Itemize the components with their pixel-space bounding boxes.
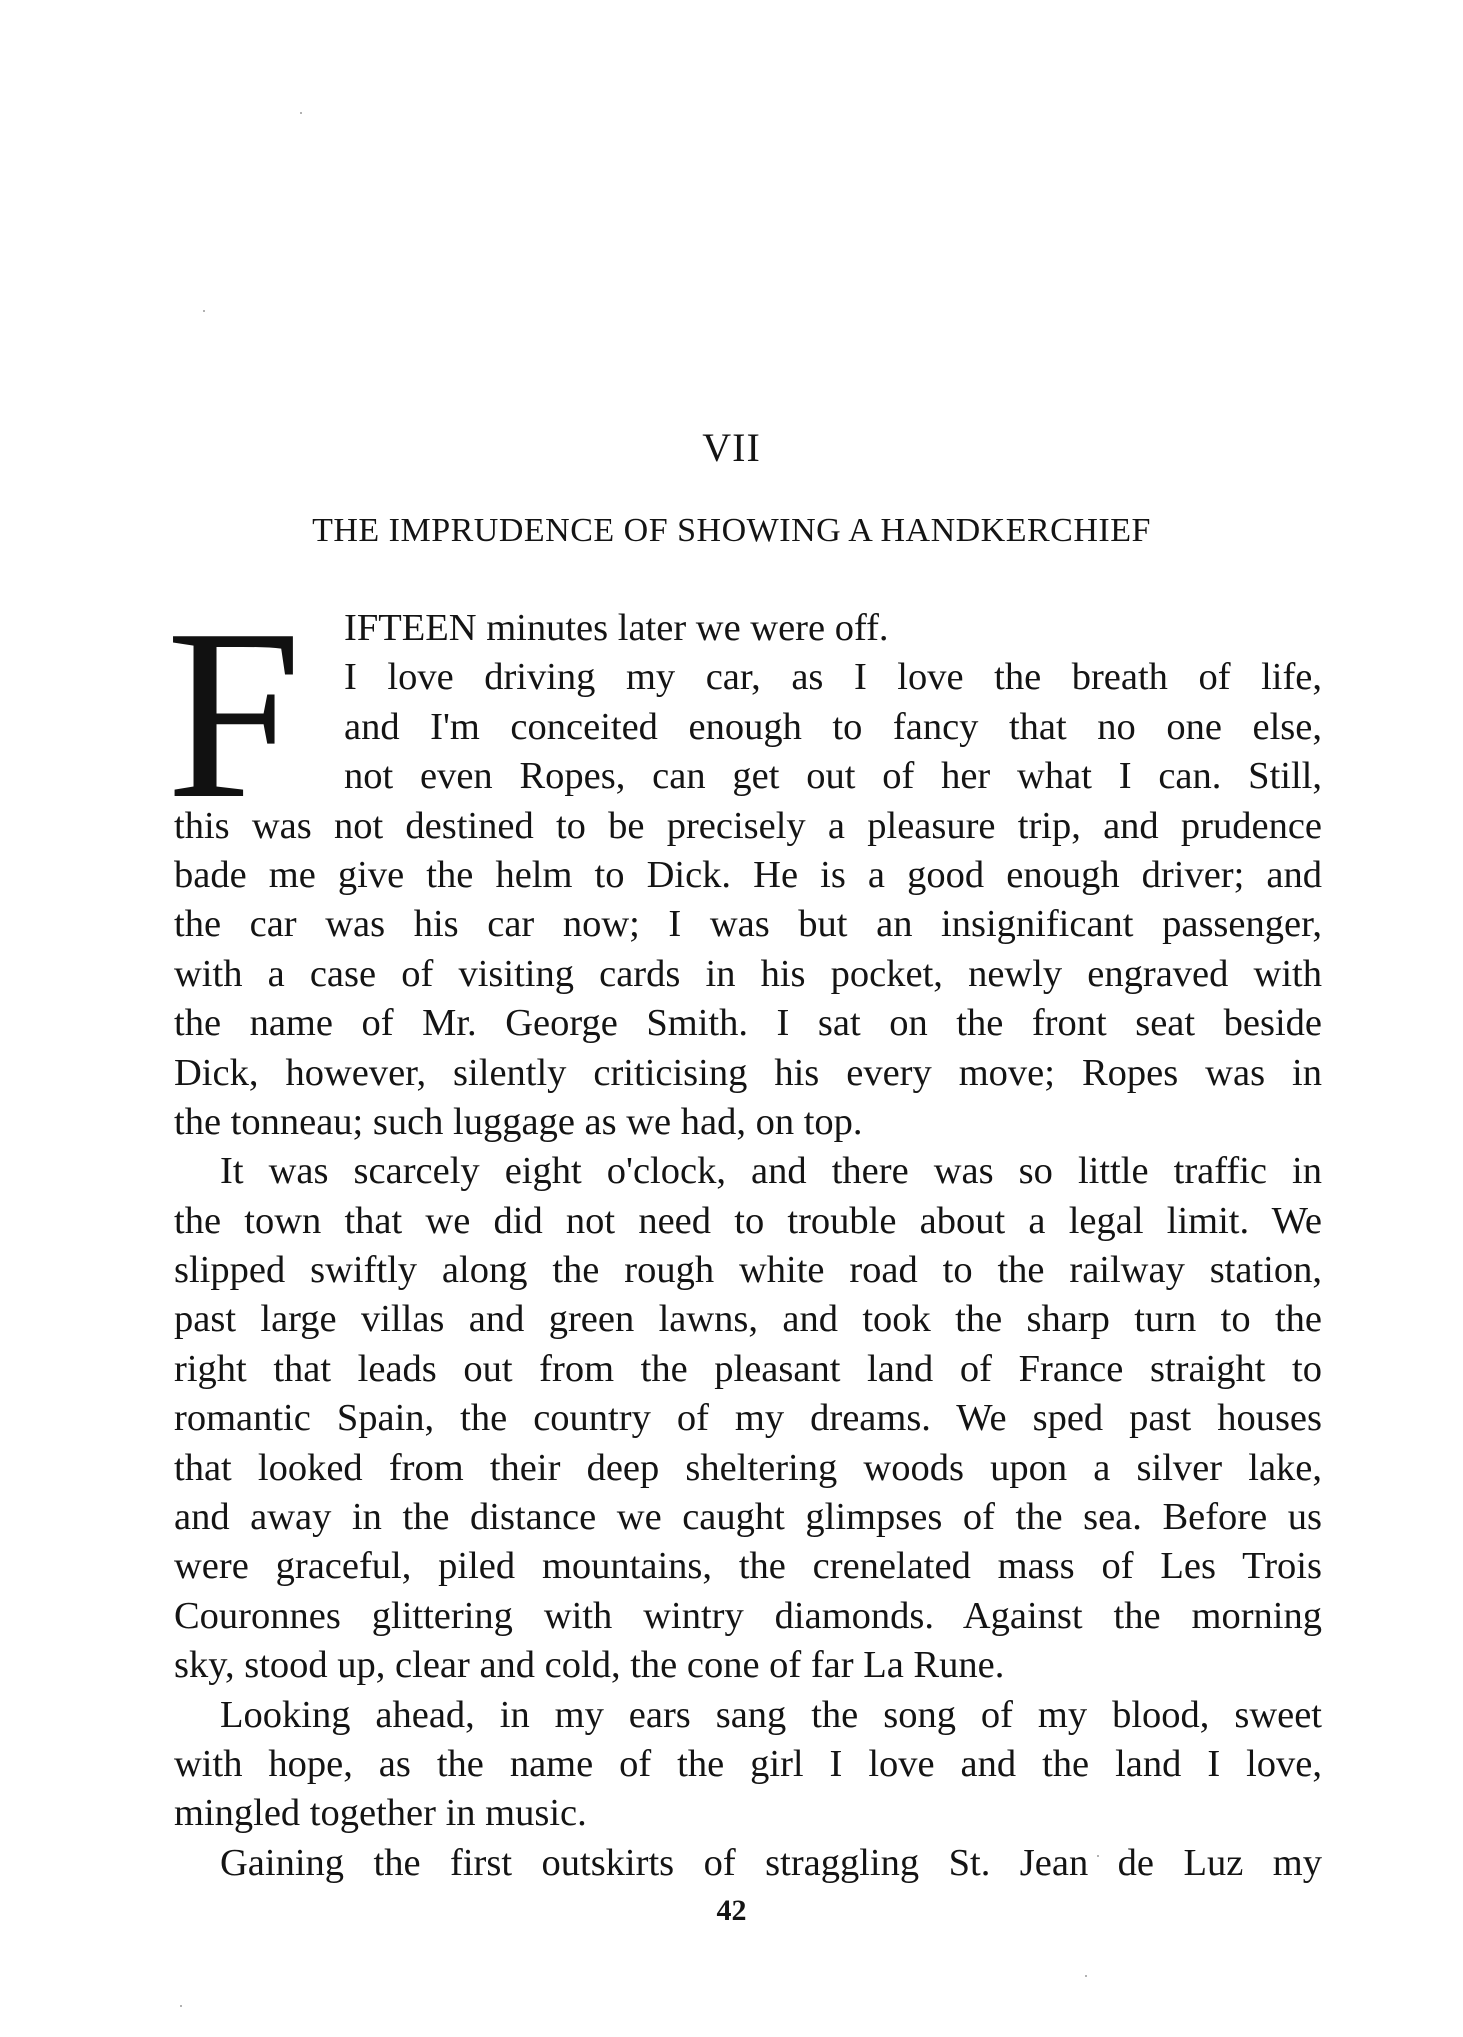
text-line: and away in the distance we caught glimpses of the sea. Before us: [174, 1496, 1322, 1539]
paper-speck: [1085, 1975, 1087, 1977]
page-number: 42: [716, 1894, 747, 1927]
text-line: with a case of visiting cards in his pocket, newly engraved with: [174, 952, 1322, 995]
text-line: Dick, however, silently criticising his every move; Ropes was in: [174, 1051, 1322, 1094]
text-line: Gaining the first outskirts of straggling St. Jean de Luz my: [220, 1841, 1322, 1884]
text-line: sky, stood up, clear and cold, the cone of far La Rune.: [174, 1644, 1005, 1687]
drop-cap: F: [166, 579, 302, 849]
text-line: the name of Mr. George Smith. I sat on the front seat beside: [174, 1002, 1322, 1045]
text-line: past large villas and green lawns, and took the sharp turn to the: [174, 1298, 1322, 1341]
text-line: Looking ahead, in my ears sang the song of my blood, sweet: [220, 1693, 1322, 1736]
text-line: the car was his car now; I was but an insignificant passenger,: [174, 903, 1322, 946]
text-line: It was scarcely eight o'clock, and there was so little traffic in: [220, 1150, 1322, 1193]
text-line: were graceful, piled mountains, the crenelated mass of Les Trois: [174, 1545, 1322, 1588]
paper-speck: [180, 2005, 182, 2007]
paper-speck: [203, 310, 205, 312]
text-line: the town that we did not need to trouble about a legal limit. We: [174, 1199, 1322, 1242]
text-line: and I'm conceited enough to fancy that no one else,: [344, 705, 1322, 748]
text-line: slipped swiftly along the rough white road to the railway station,: [174, 1249, 1322, 1292]
text-line: that looked from their deep sheltering woods upon a silver lake,: [174, 1446, 1322, 1489]
text-line: the tonneau; such luggage as we had, on top.: [174, 1100, 863, 1143]
text-line: with hope, as the name of the girl I love and the land I love,: [174, 1742, 1322, 1785]
body-text: [166, 579, 1322, 1888]
text-line: bade me give the helm to Dick. He is a good enough driver; and: [174, 853, 1322, 896]
text-line: not even Ropes, can get out of her what I can. Still,: [344, 755, 1322, 798]
text-line: romantic Spain, the country of my dreams. We sped past houses: [174, 1397, 1322, 1440]
text-line: mingled together in music.: [174, 1792, 587, 1835]
chapter-title: THE IMPRUDENCE OF SHOWING A HANDKERCHIEF: [312, 512, 1151, 549]
text-line: right that leads out from the pleasant land of France straight to: [174, 1347, 1322, 1390]
text-line: this was not destined to be precisely a pleasure trip, and prudence: [174, 804, 1322, 847]
chapter-number: VII: [702, 425, 761, 470]
text-line: Couronnes glittering with wintry diamonds. Against the morning: [174, 1594, 1322, 1637]
paper-speck: [300, 112, 302, 114]
text-line: IFTEEN minutes later we were off.: [344, 607, 889, 649]
text-line: I love driving my car, as I love the breath of life,: [344, 656, 1322, 699]
